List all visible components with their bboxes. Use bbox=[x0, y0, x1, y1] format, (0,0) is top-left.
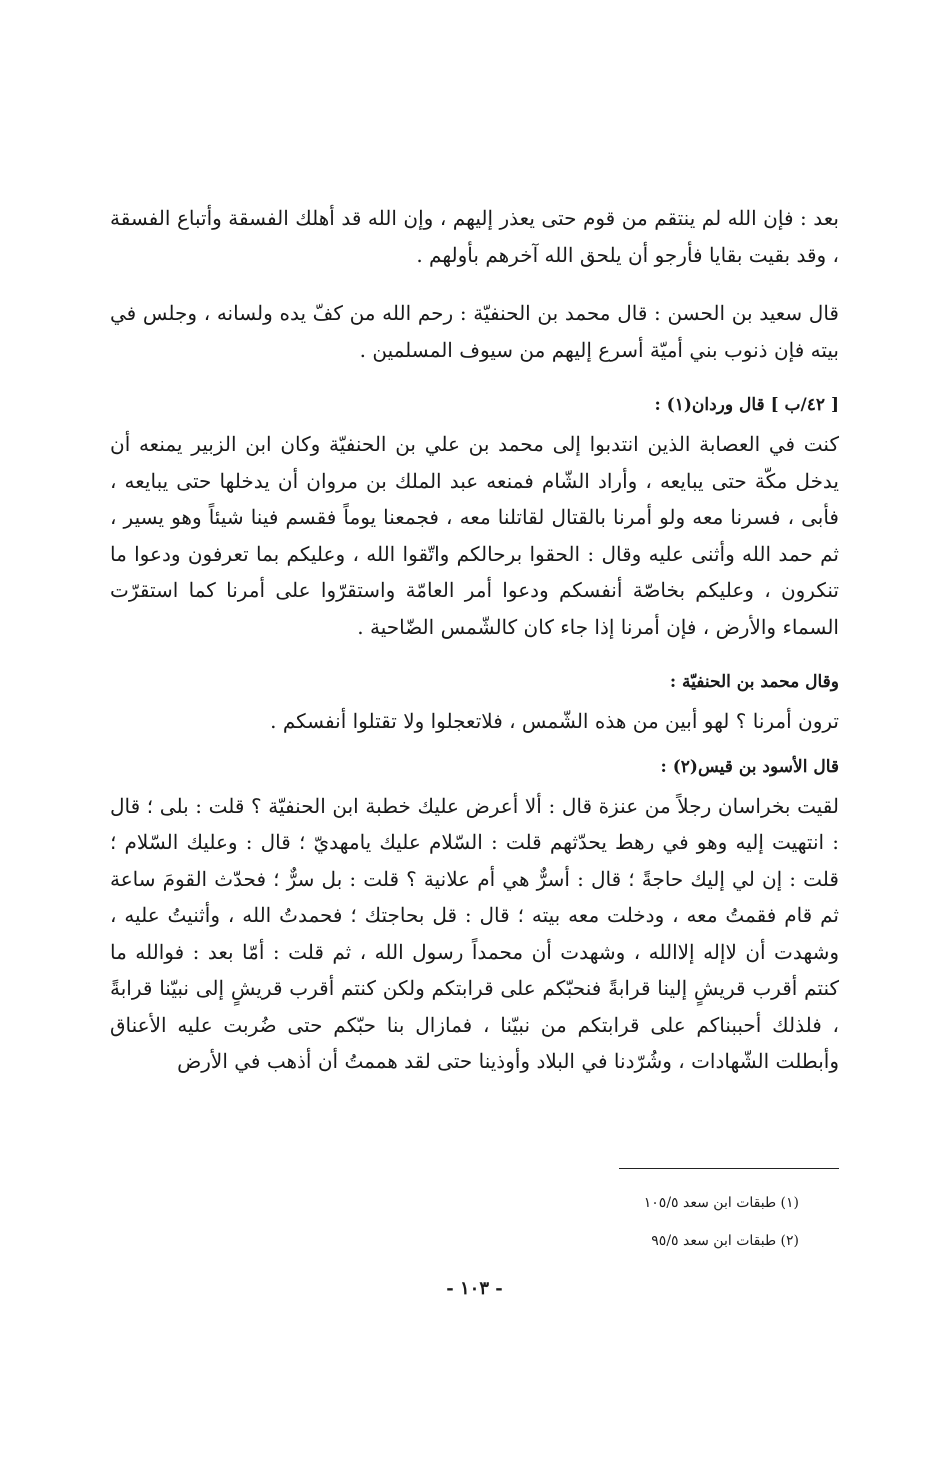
paragraph: قال سعيد بن الحسن : قال محمد بن الحنفيّة : رحم الله من كفّ يده ولسانه ، وجلس في بيته فإن ذنوب بني أميّة أسرع إليهم من سيوف المسلمين . bbox=[110, 301, 839, 362]
page-number: - ١٠٣ - bbox=[446, 1278, 503, 1299]
paragraph: بعد : فإن الله لم ينتقم من قوم حتى يعذر إليهم ، وإن الله قد أهلك الفسقة وأتباع الفسقة ، وقد بقيت بقايا فأرجو أن يلحق الله آخرهم بأولهم . bbox=[110, 206, 839, 267]
section-heading: [ ٤٢/ب ] قال وردان(١) : bbox=[654, 395, 839, 415]
paragraph: كنت في العصابة الذين انتدبوا إلى محمد بن علي بن الحنفيّة وكان ابن الزبير يمنعه أن يدخل مكّة حتى يبايعه ، وأراد الشّام فمنعه عبد الملك بن مروان أن يدخلها حتى يبايعه ، فأبى ، فسرنا معه ولو أمرنا بالقتال لقاتلنا معه ، فجمعنا يوماً فقسم فينا شيئاً وهو يسير ، ثم حمد الله وأثنى عليه وقال : الحقوا برحالكم واتّقوا الله ، وعليكم بما تعرفون ودعوا ما تنكرون ، وعليكم بخاصّة أنفسكم ودعوا أمر العامّة واستقرّوا على أمرنا كما استقرّت السماء والأرض ، فإن أمرنا إذا جاء كان كالشّمس الضّاحية . bbox=[110, 432, 839, 639]
section-heading: وقال محمد بن الحنفيّة : bbox=[669, 672, 839, 692]
footnote: (١) طبقات ابن سعد ١٠٥/٥ bbox=[643, 1195, 799, 1211]
paragraph: ترون أمرنا ؟ لهو أبين من هذه الشّمس ، فلاتعجلوا ولا تقتلوا أنفسكم . bbox=[270, 709, 839, 733]
footnote: (٢) طبقات ابن سعد ٩٥/٥ bbox=[651, 1233, 799, 1249]
footnotes bbox=[110, 1184, 799, 1260]
section-heading: قال الأسود بن قيس(٢) : bbox=[660, 756, 839, 777]
paragraph: لقيت بخراسان رجلاً من عنزة قال : ألا أعرض عليك خطبة ابن الحنفيّة ؟ قلت : بلى ؛ قال : انتهيت إليه وهو في رهط يحدّثهم قلت : السّلام عليك يامهديّ ؛ قال : وعليك السّلام ؛ قلت : إن لي إليك حاجةً ؛ قال : أسرٌّ هي أم علانية ؟ قلت : بل سرٌّ ؛ فحدّث القومَ ساعة ثم قام فقمتُ معه ، ودخلت معه بيته ؛ قال : قل بحاجتك ؛ فحمدتُ الله ، وأثنيتُ عليه ، وشهدت أن لاإله إلاالله ، وشهدت أن محمداً رسول الله ، ثم قلت : أمّا بعد : فوالله ما كنتم أقرب قريشٍ إلينا قرابةً فنحبّكم على قرابتكم ولكن كنتم أقرب قريشٍ إلى نبيّنا قرابةً ، فلذلك أحببناكم على قرابتكم من نبيّنا ، فمازال بنا حبّكم حتى ضُربت عليه الأعناق وأبطلت الشّهادات ، وشُرّدنا في البلاد وأوذينا حتى لقد هممتُ أن أذهب في الأرض bbox=[110, 793, 839, 1073]
body-text bbox=[110, 200, 839, 1080]
footnote-divider bbox=[619, 1168, 839, 1169]
